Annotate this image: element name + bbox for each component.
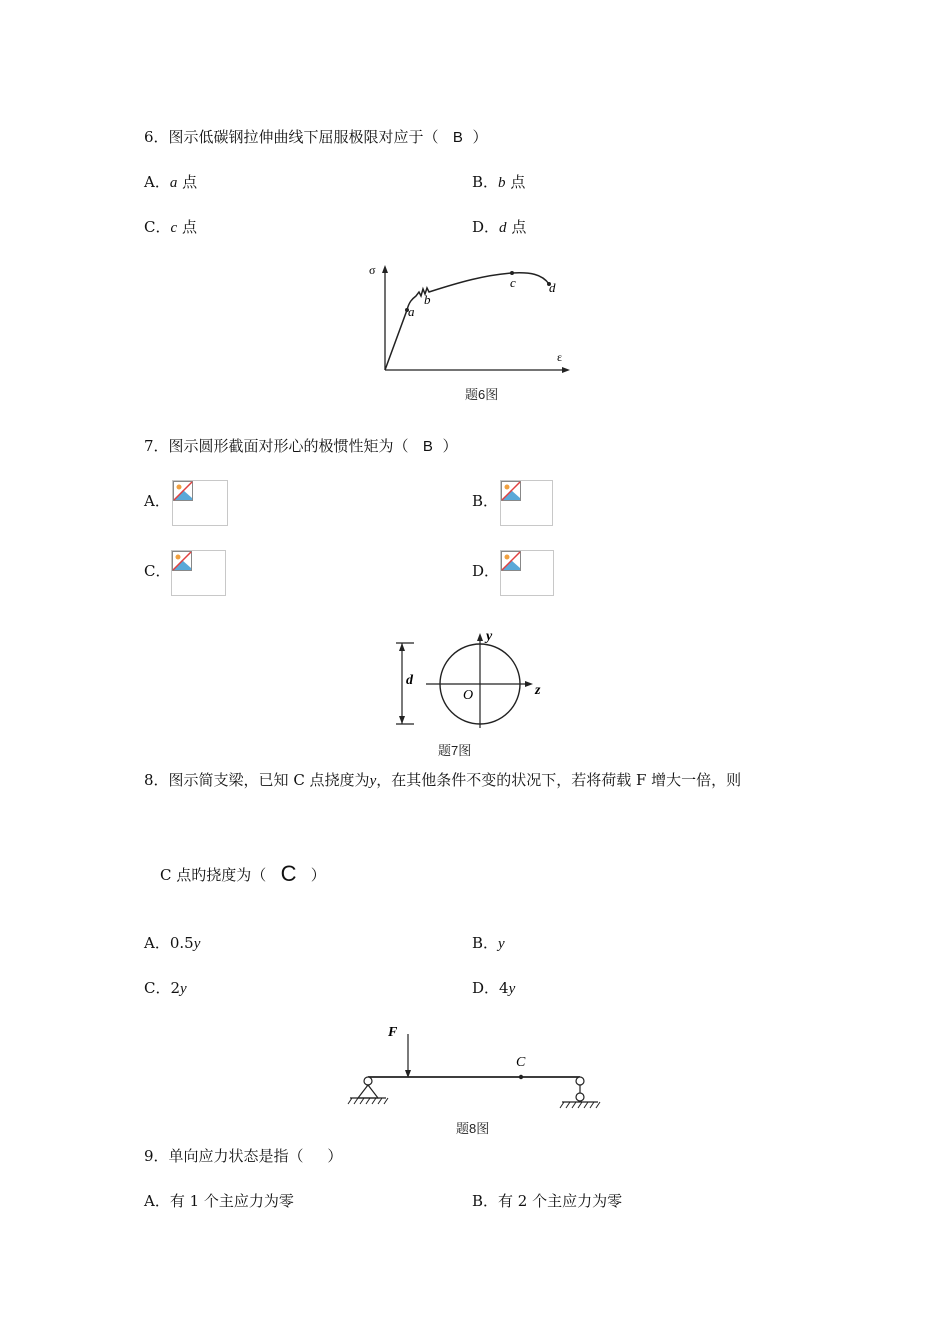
q7-figure-caption: 题7图 <box>438 743 472 758</box>
q8-stem-line2 <box>160 861 326 886</box>
q6-figure-caption: 题6图 <box>465 387 499 402</box>
option-text: 点 <box>181 218 197 236</box>
point-c-label: C <box>516 1055 526 1070</box>
dim-arrow-top <box>399 643 405 651</box>
q9-option-b <box>472 1192 622 1210</box>
q9-stem <box>144 1147 342 1165</box>
y-axis-arrow <box>382 265 388 273</box>
stress-strain-curve <box>385 273 549 370</box>
option-text: 有 2 个主应力为零 <box>498 1192 623 1210</box>
q9-stem-text: 单向应力状态是指（ <box>168 1147 304 1165</box>
origin-label: O <box>463 688 474 703</box>
option-var: d <box>499 220 507 236</box>
q7-close: ） <box>442 437 458 455</box>
q8-number: 8． <box>144 771 169 789</box>
option-letter: A． <box>144 1192 170 1210</box>
q6-stress-strain-figure <box>360 262 580 382</box>
dim-arrow-bottom <box>399 716 405 724</box>
q9-number: 9． <box>144 1147 169 1165</box>
axis-epsilon-label: ε <box>557 350 563 364</box>
q7-option-b-image <box>500 480 553 526</box>
z-axis-arrow <box>525 681 533 687</box>
q8-option-c <box>144 979 187 998</box>
right-support-pin <box>576 1077 584 1085</box>
option-letter: B． <box>472 934 499 952</box>
point-c-label: c <box>510 275 516 290</box>
left-support-pin <box>364 1077 372 1085</box>
q7-option-c-image <box>171 550 226 596</box>
point-a-label: a <box>408 304 415 319</box>
axis-sigma-label: σ <box>369 263 376 277</box>
option-coef: 4 <box>499 979 509 997</box>
q6-stem <box>144 128 487 147</box>
broken-image-icon <box>172 551 192 571</box>
q8-beam-figure <box>340 1020 610 1115</box>
q8-answer: C <box>280 861 297 886</box>
q7-circle-section-figure <box>392 628 552 738</box>
q8-stem-part1: 图示简支梁，已知 C 点挠度为 <box>168 771 370 789</box>
option-text: 点 <box>182 173 198 191</box>
q6-answer: B <box>452 129 463 146</box>
option-letter: B． <box>472 1192 499 1210</box>
q6-option-d <box>472 218 526 237</box>
load-f-label: F <box>388 1025 398 1040</box>
q6-close: ） <box>472 128 488 146</box>
option-text: 点 <box>511 218 527 236</box>
q7-option-c-letter: C． <box>144 562 171 580</box>
q7-answer: B <box>422 438 433 455</box>
option-var: y <box>180 981 187 997</box>
left-ground-hatch <box>348 1098 388 1104</box>
option-letter: D． <box>472 218 500 236</box>
option-var: a <box>169 175 178 191</box>
q8-stem-part2: ，在其他条件不变的状况下，若将荷载 F 增大一倍，则 <box>376 771 742 789</box>
y-axis-label: y <box>486 629 493 644</box>
option-letter: D． <box>472 979 500 997</box>
option-var: y <box>508 981 516 997</box>
q8-option-a <box>144 934 200 953</box>
y-axis-arrow <box>477 633 483 641</box>
option-coef: 2 <box>170 979 181 997</box>
q7-option-d-letter: D． <box>472 562 500 580</box>
q7-option-d-image <box>500 550 554 596</box>
broken-image-icon <box>501 481 521 501</box>
q8-close: ） <box>310 866 326 884</box>
option-coef: 0.5 <box>169 934 194 952</box>
z-axis-label: z <box>535 683 541 698</box>
option-letter: C． <box>144 979 171 997</box>
q8-option-b <box>472 934 505 953</box>
q7-option-a-image <box>172 480 228 526</box>
q8-stem-line1 <box>144 771 741 790</box>
x-axis-arrow <box>562 367 570 373</box>
option-letter: C． <box>144 218 171 236</box>
q7-stem-text: 图示圆形截面对形心的极惯性矩为（ <box>168 437 409 455</box>
option-var: c <box>170 220 178 236</box>
option-text: 有 1 个主应力为零 <box>169 1192 294 1210</box>
point-b-label: b <box>424 292 431 307</box>
right-ground-hatch <box>560 1102 600 1108</box>
broken-image-icon <box>501 551 521 571</box>
option-letter: B． <box>472 173 499 191</box>
q7-option-b-letter: B． <box>472 492 499 510</box>
q8-stem-line2-text: C 点旳挠度为（ <box>160 866 267 884</box>
point-d-label: d <box>549 280 556 295</box>
option-var: y <box>193 936 201 952</box>
q6-option-a <box>144 173 197 192</box>
q8-stem-var: y <box>369 773 377 789</box>
option-text: 点 <box>510 173 526 191</box>
q9-close: ） <box>327 1147 343 1165</box>
dim-d-label: d <box>406 673 413 688</box>
q7-stem <box>144 437 457 456</box>
right-support-roller <box>576 1093 584 1101</box>
option-var: y <box>498 936 505 952</box>
q7-number: 7． <box>144 437 169 455</box>
q6-number: 6． <box>144 128 169 146</box>
q8-figure-caption: 题8图 <box>456 1121 490 1136</box>
q6-option-b <box>472 173 525 192</box>
q9-option-a <box>144 1192 294 1210</box>
q7-option-a-letter: A． <box>144 492 170 510</box>
point-c-dot <box>519 1075 523 1079</box>
option-var: b <box>498 175 506 191</box>
option-letter: A． <box>144 934 170 952</box>
q8-option-d <box>472 979 515 998</box>
broken-image-icon <box>173 481 193 501</box>
option-letter: A． <box>144 173 170 191</box>
left-support-triangle <box>358 1085 378 1098</box>
q6-option-c <box>144 218 197 237</box>
q6-stem-text: 图示低碳钢拉伸曲线下屈服极限对应于（ <box>168 128 439 146</box>
